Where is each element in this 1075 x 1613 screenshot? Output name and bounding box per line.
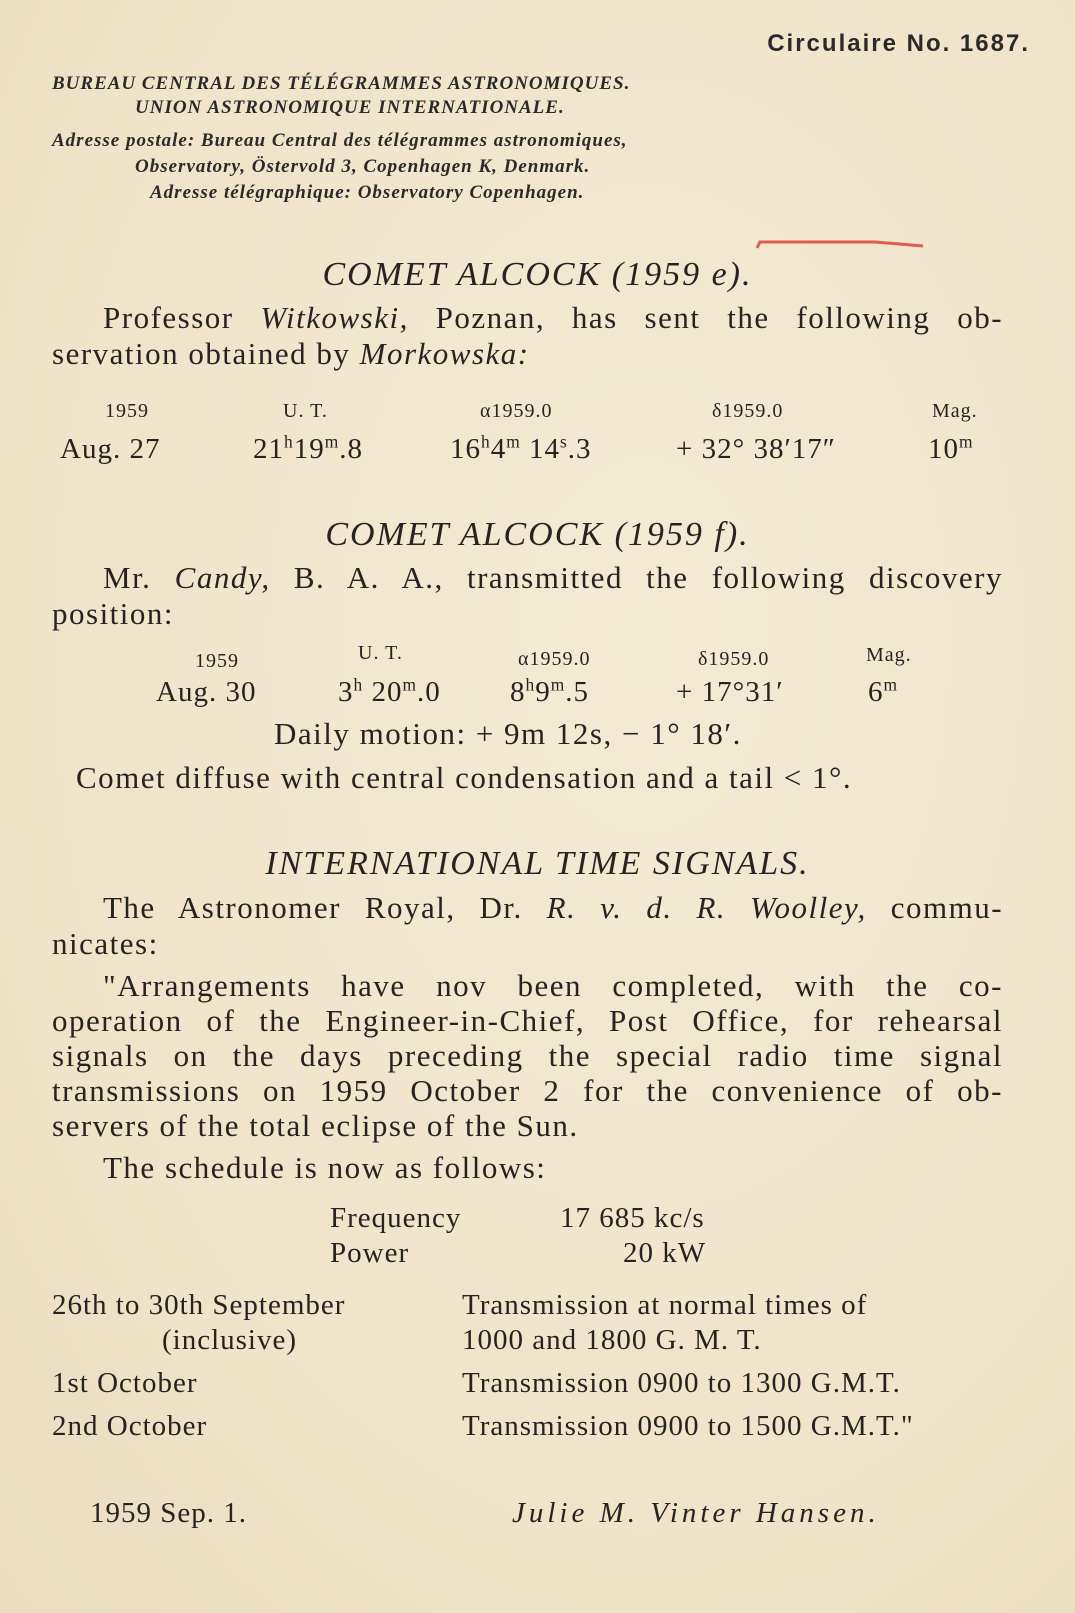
red-pencil-mark (755, 240, 925, 250)
obs-ra: 16$^h$4$^m$ 14$^s$.3 (450, 431, 592, 465)
text-fragment: servation obtained by (52, 336, 351, 371)
paragraph-candy (103, 560, 1003, 596)
column-header-ra: α1959.0 (480, 400, 553, 422)
header-postal-address: Adresse postale: Bureau Central des télégrammes astronomiques, (52, 130, 628, 151)
obs-ut: 3$^h$ 20$^m$.0 (338, 674, 441, 708)
quote-line: "Arrangements have nov been completed, with the co- (103, 968, 1003, 1003)
schedule-text: Transmission 0900 to 1300 G.M.T. (462, 1367, 901, 1399)
text-fragment: Poznan, has sent the following ob- (435, 300, 1004, 335)
section-title-comet-1959f: COMET ALCOCK (1959 f). (325, 516, 750, 553)
mag-unit: m (883, 674, 899, 695)
schedule-intro: The schedule is now as follows: (103, 1150, 547, 1185)
header-street-address: Observatory, Östervold 3, Copenhagen K, Denmark. (135, 156, 591, 177)
mag-value: 10 (928, 433, 959, 465)
header-telegraph-address: Adresse télégraphique: Observatory Copenhagen. (150, 182, 585, 203)
signature: Julie M. Vinter Hansen. (512, 1497, 880, 1529)
text-fragment: Mr. (103, 560, 152, 595)
paragraph-candy-line2: position: (52, 596, 175, 631)
text-fragment: commu- (890, 890, 1004, 925)
quote-line: servers of the total eclipse of the Sun. (52, 1108, 579, 1143)
column-header-mag: Mag. (932, 400, 978, 422)
paragraph-witkowski-line2 (52, 336, 530, 372)
ra-hours: 8 (510, 676, 526, 708)
obs-mag (928, 433, 974, 466)
schedule-date: 2nd October (52, 1410, 208, 1442)
daily-motion: Daily motion: + 9m 12s, − 1° 18′. (274, 716, 742, 751)
schedule-date: 1st October (52, 1367, 198, 1399)
person-name: Morkowska: (359, 336, 530, 371)
section-title-time-signals: INTERNATIONAL TIME SIGNALS. (265, 845, 810, 882)
obs-dec: + 32° 38′17″ (676, 433, 836, 465)
frequency-value: 17 685 kc/s (560, 1202, 705, 1234)
issue-date: 1959 Sep. 1. (90, 1497, 247, 1529)
ut-fraction: 8 (347, 433, 363, 465)
ut-hours: 3 (338, 676, 354, 708)
ra-seconds: 14 (528, 433, 560, 465)
mag-value: 6 (868, 676, 884, 708)
person-name: Candy, (174, 560, 271, 595)
column-header-dec: δ1959.0 (712, 400, 784, 422)
paragraph-witkowski (103, 300, 1003, 336)
column-header-ut: U. T. (283, 400, 328, 422)
obs-mag (868, 676, 898, 709)
ut-minutes: 19 (293, 433, 325, 465)
ut-hours: 21 (253, 433, 284, 465)
column-header-ut: U. T. (358, 642, 403, 664)
schedule-date-note: (inclusive) (162, 1324, 298, 1356)
ra-fraction: 3 (576, 433, 592, 465)
ut-minutes: 20 (371, 676, 403, 708)
text-fragment: The Astronomer Royal, Dr. (103, 890, 523, 925)
column-header-ra: α1959.0 (518, 648, 591, 670)
ra-minutes: 9 (535, 676, 551, 708)
quote-line: signals on the days preceding the special radio time signal (52, 1038, 1003, 1073)
ra-minutes: 4 (490, 433, 507, 465)
column-header-year: 1959 (105, 400, 149, 422)
column-header-mag: Mag. (866, 644, 912, 666)
power-value: 20 kW (623, 1237, 707, 1269)
schedule-text: Transmission at normal times of (462, 1289, 868, 1321)
section-title-comet-1959e: COMET ALCOCK (1959 e). (322, 256, 753, 293)
text-fragment: B. A. A., transmitted the following discovery (293, 560, 1003, 595)
frequency-label: Frequency (330, 1202, 462, 1234)
quote-line: transmissions on 1959 October 2 for the convenience of ob- (52, 1073, 1003, 1108)
header-bureau: BUREAU CENTRAL DES TÉLÉGRAMMES ASTRONOMIQUES. (52, 73, 631, 94)
obs-date: Aug. 27 (60, 433, 161, 465)
schedule-date: 26th to 30th September (52, 1289, 346, 1321)
obs-ut: 21$^h$19$^m$.8 (253, 431, 363, 465)
circular-number: Circulaire No. 1687. (767, 30, 1030, 57)
paragraph-astronomer-royal (103, 890, 1003, 926)
text-fragment: Professor (103, 300, 234, 335)
power-label: Power (330, 1237, 410, 1269)
obs-date: Aug. 30 (156, 676, 257, 708)
ra-hours: 16 (450, 433, 481, 465)
person-name: Witkowski, (260, 300, 409, 335)
mag-unit: m (959, 431, 974, 452)
person-name: R. v. d. R. Woolley, (546, 890, 867, 925)
column-header-dec: δ1959.0 (698, 648, 770, 670)
ra-fraction: 5 (573, 676, 589, 708)
quote-line: operation of the Engineer-in-Chief, Post Office, for rehearsal (52, 1003, 1003, 1038)
ut-fraction: 0 (425, 676, 441, 708)
obs-ra: 8$^h$9$^m$.5 (510, 674, 589, 708)
header-union: UNION ASTRONOMIQUE INTERNATIONALE. (135, 97, 565, 118)
paragraph-astronomer-royal-line2: nicates: (52, 926, 159, 961)
schedule-text: Transmission 0900 to 1500 G.M.T." (462, 1410, 914, 1442)
obs-dec: + 17°31′ (676, 676, 784, 708)
schedule-text: 1000 and 1800 G. M. T. (462, 1324, 762, 1356)
column-header-year: 1959 (195, 650, 239, 672)
comet-description: Comet diffuse with central condensation and a tail < 1°. (76, 760, 853, 795)
